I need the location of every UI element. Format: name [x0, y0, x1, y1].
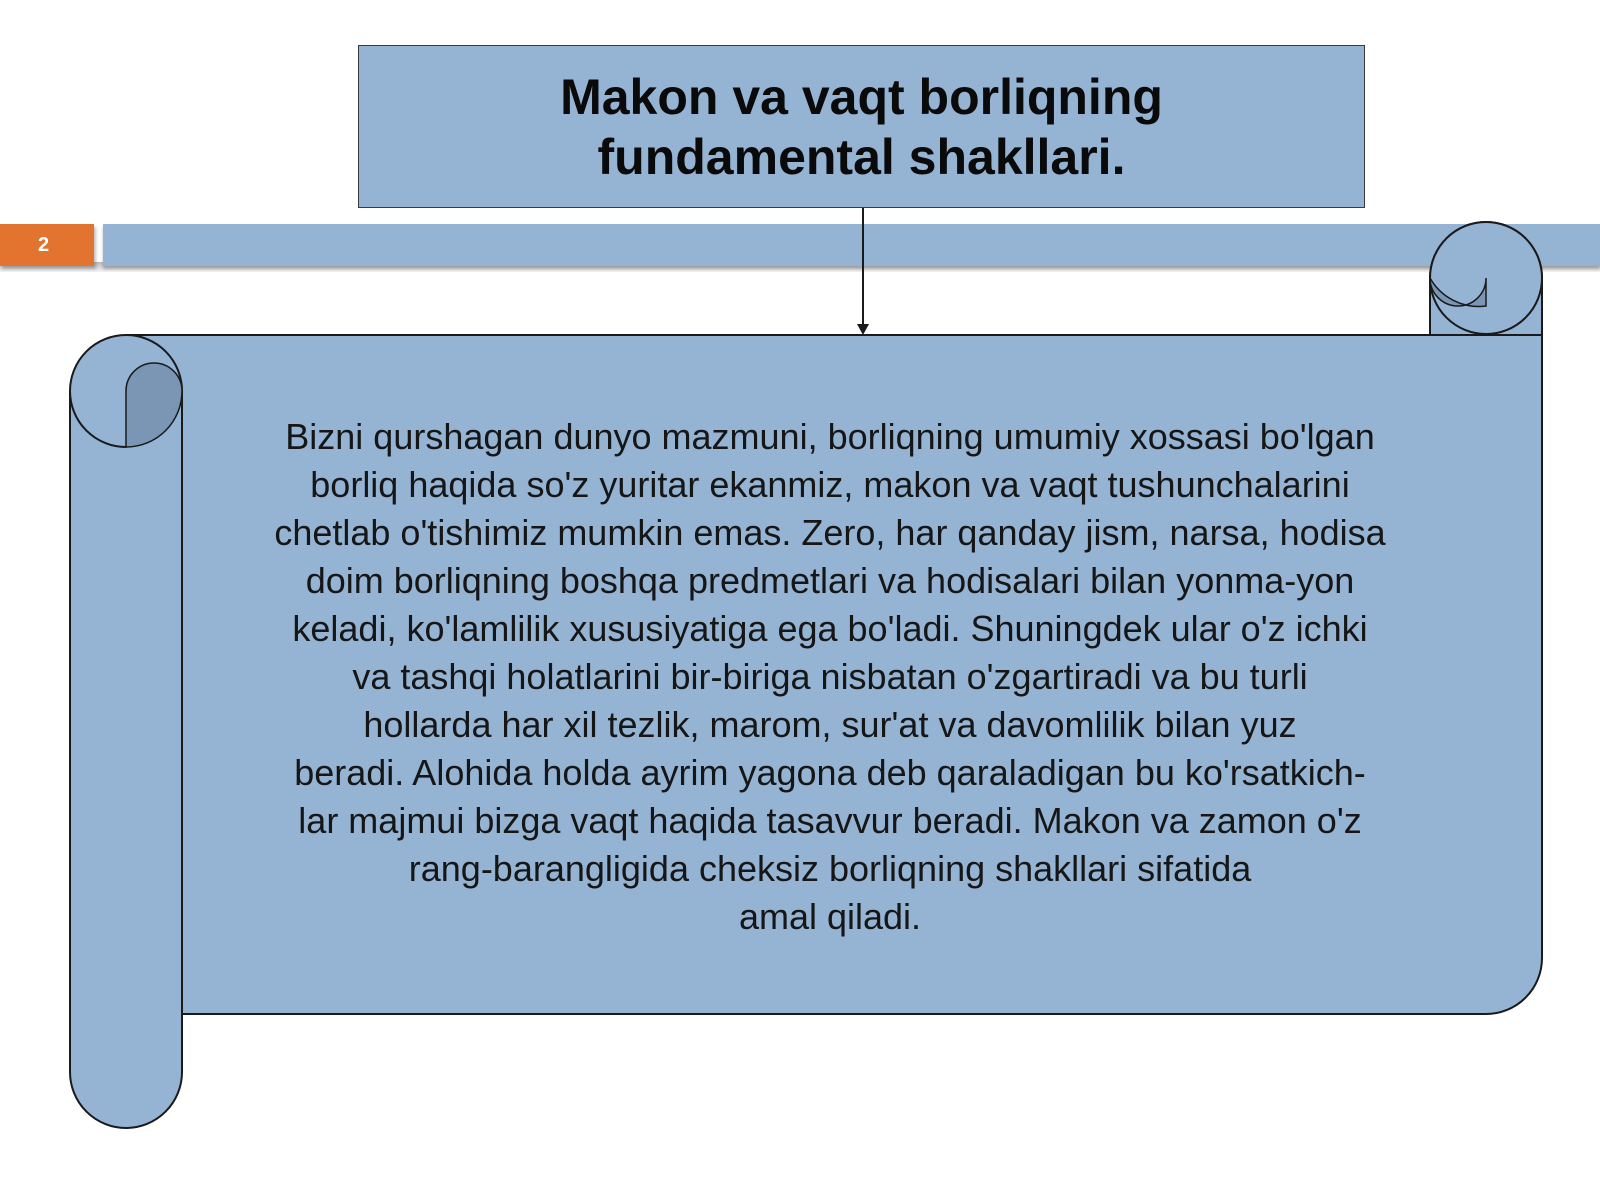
body-line: doim borliqning boshqa predmetlari va hodisalari bilan yonma-yon: [305, 560, 1355, 601]
body-line: beradi. Alohida holda ayrim yagona deb qaraladigan bu ko'rsatkich-: [294, 752, 1366, 793]
body-line: rang-barangligida cheksiz borliqning shakllari sifatida: [408, 848, 1252, 889]
scroll-left-roll: [70, 335, 182, 1128]
slide-title-line-1: Makon va vaqt borliqning: [560, 68, 1163, 125]
body-line: chetlab o'tishimiz mumkin emas. Zero, har qanday jism, narsa, hodisa: [274, 512, 1386, 553]
slide-number: 2: [38, 234, 50, 256]
connector-arrowhead: [857, 324, 869, 335]
body-line: va tashqi holatlarini bir-biriga nisbatan o'zgartiradi va bu turli: [352, 656, 1308, 697]
body-line: lar majmui bizga vaqt haqida tasavvur beradi. Makon va zamon o'z: [298, 800, 1362, 841]
title-box: [358, 45, 1365, 208]
body-paragraph: [195, 413, 1465, 941]
body-line: Bizni qurshagan dunyo mazmuni, borliqning umumiy xossasi bo'lgan: [285, 416, 1375, 457]
body-line: amal qiladi.: [738, 896, 922, 937]
body-line: keladi, ko'lamlilik xususiyatiga ega bo'ladi. Shuningdek ular o'z ichki: [292, 608, 1368, 649]
body-line: borliq haqida so'z yuritar ekanmiz, makon va vaqt tushunchalarini: [310, 464, 1350, 505]
body-line: hollarda har xil tezlik, marom, sur'at va davomlilik bilan yuz: [363, 704, 1297, 745]
slide-title-line-2: fundamental shakllari.: [597, 128, 1126, 185]
